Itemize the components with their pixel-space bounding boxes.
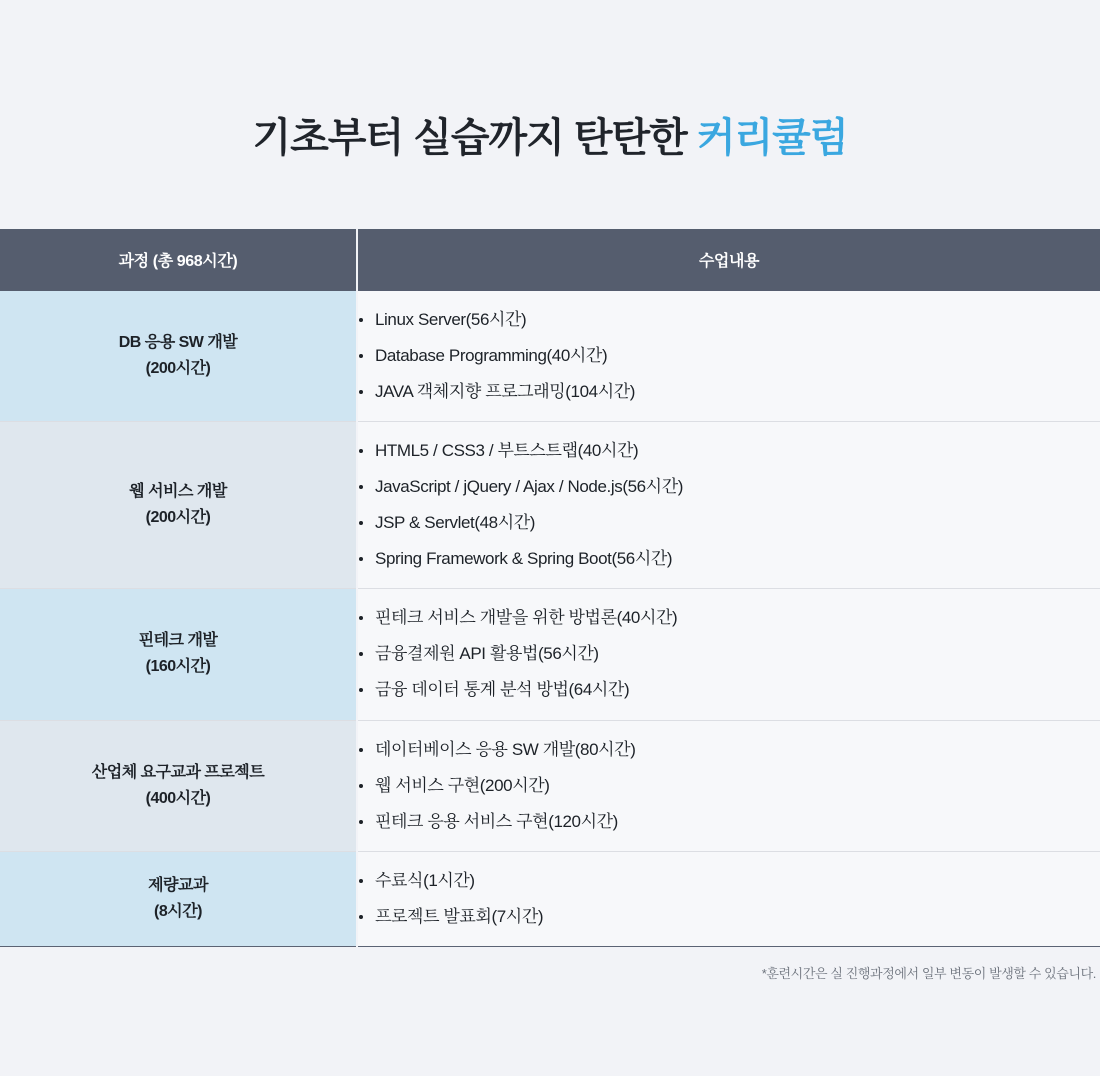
course-name: 산업체 요구교과 프로젝트: [91, 763, 265, 781]
table-row: [0, 291, 1100, 422]
list-item: Database Programming(40시간): [358, 345, 1100, 367]
course-cell: [0, 589, 357, 720]
list-item: JSP & Servlet(48시간): [358, 512, 1100, 534]
list-item: 데이터베이스 응용 SW 개발(80시간): [358, 739, 1100, 761]
course-cell: [0, 421, 357, 588]
page-title-plain: 기초부터 실습까지 탄탄한: [252, 115, 697, 160]
course-hours: (400시간): [145, 789, 211, 807]
list-item: 핀테크 응용 서비스 구현(120시간): [358, 811, 1100, 833]
curriculum-table: [0, 229, 1100, 947]
column-header-course: 과정 (총 968시간): [0, 229, 357, 291]
column-header-content: 수업내용: [357, 229, 1100, 291]
course-hours: (160시간): [145, 658, 211, 676]
course-hours: (200시간): [145, 509, 211, 527]
page-title: [253, 113, 848, 163]
list-item: 핀테크 서비스 개발을 위한 방법론(40시간): [358, 607, 1100, 629]
course-cell: [0, 851, 357, 946]
course-cell: [0, 720, 357, 851]
list-item: 웹 서비스 구현(200시간): [358, 775, 1100, 797]
list-item: 금융 데이터 통계 분석 방법(64시간): [358, 679, 1100, 701]
page-title-accent: 커리큘럼: [696, 115, 848, 160]
content-list: [358, 589, 1100, 719]
course-name: 웹 서비스 개발: [129, 483, 227, 501]
content-list: [358, 852, 1100, 946]
course-name: 제량교과: [148, 877, 208, 894]
footnote: *훈련시간은 실 진행과정에서 일부 변동이 발생할 수 있습니다.: [761, 966, 1096, 981]
list-item: HTML5 / CSS3 / 부트스트랩(40시간): [358, 440, 1100, 462]
content-list: [358, 721, 1100, 851]
table-body: [0, 291, 1100, 947]
course-hours: (200시간): [145, 359, 211, 377]
table-row: [0, 589, 1100, 720]
table-header: [0, 229, 1100, 291]
page-title-wrap: [0, 0, 1100, 190]
table-row: [0, 421, 1100, 588]
content-cell: [357, 589, 1100, 720]
list-item: 수료식(1시간): [358, 870, 1100, 892]
table-header-row: [0, 229, 1100, 291]
content-cell: [357, 720, 1100, 851]
list-item: 프로젝트 발표회(7시간): [358, 906, 1100, 928]
course-name: DB 응용 SW 개발: [118, 333, 238, 351]
content-cell: [357, 851, 1100, 946]
table-row: [0, 720, 1100, 851]
list-item: JavaScript / jQuery / Ajax / Node.js(56시간): [358, 476, 1100, 498]
course-cell: [0, 291, 357, 422]
content-cell: [357, 291, 1100, 422]
course-name: 핀테크 개발: [138, 632, 218, 650]
list-item: 금융결제원 API 활용법(56시간): [358, 643, 1100, 665]
list-item: Spring Framework & Spring Boot(56시간): [358, 548, 1100, 570]
content-list: [358, 291, 1100, 421]
list-item: Linux Server(56시간): [358, 309, 1100, 331]
table-row: [0, 851, 1100, 946]
content-cell: [357, 421, 1100, 588]
list-item: JAVA 객체지향 프로그래밍(104시간): [358, 381, 1100, 403]
course-hours: (8시간): [154, 902, 202, 920]
content-list: [358, 422, 1100, 588]
